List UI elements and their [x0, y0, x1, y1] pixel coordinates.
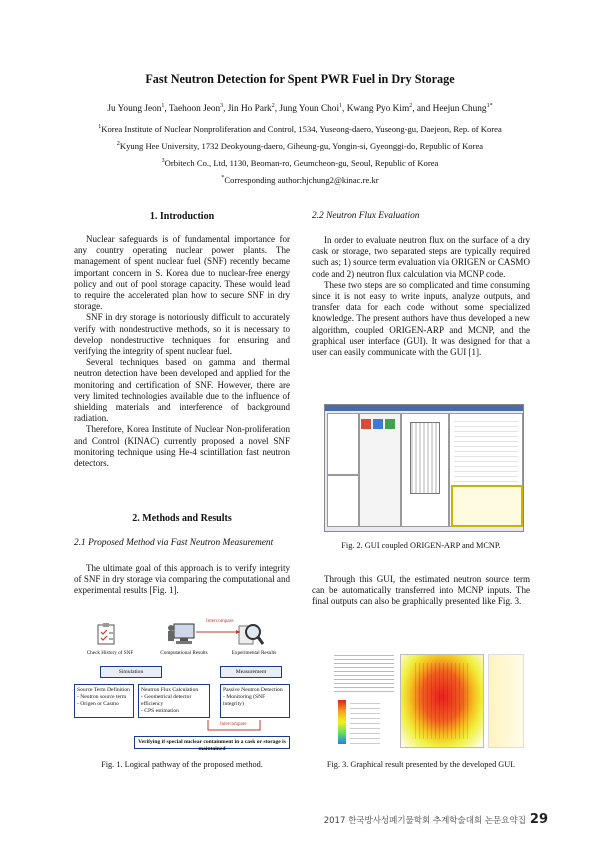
footer-text: 2017 한국방사성폐기물학회 추계학술대회 논문요약집	[323, 816, 526, 826]
clipboard-icon	[94, 622, 122, 646]
section-heading-introduction: 1. Introduction	[149, 211, 215, 222]
neutron-flux-box: Neutron Flux Calculation - Geometrical detector efficiency - CPS estimation	[138, 684, 210, 718]
panel	[327, 413, 359, 475]
figure-3-caption: Fig. 3. Graphical result presented by the developed GUI.	[326, 760, 516, 769]
figure-2-caption: Fig. 2. GUI coupled ORIGEN-ARP and MCNP.	[341, 541, 501, 550]
list-item: - Monitoring (SNF integrity)	[223, 694, 266, 707]
paragraph: Nuclear safeguards is of fundamental importance for any country operating nuclear power plants. The management of spent nuclear fuel (SNF) recently became important concern in S. Korea due to nuclear-free energy policy and out of pool storage capacity. These would lead to require the accelerated plan how to secure SNF in dry storage.	[74, 234, 290, 312]
author-list	[0, 103, 600, 114]
window-titlebar	[325, 405, 523, 411]
passive-detection-box: Passive Neutron Detection - Monitoring (SNF integrity)	[220, 684, 290, 718]
paragraph: In order to evaluate neutron flux on the surface of a dry cask or storage, two separated steps are typically required such as; 1) source term evaluation via ORIGEN or CASMO code and 2) neutron flux calculation via MCNP code.	[312, 235, 530, 279]
affiliation-1: $^1$Korea Institute of Nuclear Nonproliferation and Control, 1534, Yuseong-daero, Yuseong-gu, Daejeon, Rep. of Korea	[98, 124, 502, 134]
figure-2-gui-screenshot	[324, 404, 524, 532]
author: Kwang Pyo Kim$^2$, and	[346, 103, 433, 115]
subsection-heading-2-1: 2.1 Proposed Method via Fast Neutron Measurement	[74, 538, 274, 548]
fig1-label: Experimental Results	[231, 650, 277, 656]
source-term-box: Source Term Definition - Neutron source term - Origen or Casmo	[74, 684, 134, 718]
flux-heatmap	[400, 654, 484, 748]
colorbar	[338, 700, 346, 744]
color-swatch	[373, 419, 383, 429]
panel	[327, 475, 359, 527]
panel	[401, 413, 449, 527]
figure-1-diagram	[74, 618, 290, 753]
paragraph: Therefore, Korea Institute of Nuclear Non-proliferation and Control (KINAC) currently proposed a novel SNF monitoring technique using He-4 scintillation fast neutron detectors.	[74, 424, 290, 469]
intercompare-label: Intercompare	[206, 618, 234, 624]
paragraph-2-1: The ultimate goal of this approach is to verify integrity of SNF in dry storage via comparing the computational and experimental results [Fig. 1].	[74, 563, 290, 596]
color-swatch	[361, 419, 371, 429]
author: Jung Youn Choi$^1$,	[279, 103, 347, 115]
fuel-rods	[415, 663, 469, 739]
right-column-text	[312, 235, 530, 358]
fig1-label: Computational Results	[160, 650, 208, 656]
fig1-label: Check History of SNF	[86, 650, 134, 656]
subsection-heading-2-2: 2.2 Neutron Flux Evaluation	[312, 211, 420, 221]
measurement-header: Measurement	[220, 666, 282, 678]
paper-title: Fast Neutron Detection for Spent PWR Fuel in Dry Storage	[145, 72, 455, 86]
paragraph: SNF in dry storage is notoriously difficult to accurately verify with nondestructive methods, so it is necessary to develop nondestructive techniques for ensuring and verifying the integrity of spent nuclear fuel.	[74, 312, 290, 357]
figure-1-caption: Fig. 1. Logical pathway of the proposed method.	[101, 760, 263, 769]
author: Jin Ho Park$^2$,	[227, 103, 280, 115]
flux-edge	[488, 654, 524, 748]
page-number: 29	[529, 812, 548, 827]
paragraph: Several techniques based on gamma and thermal neutron detection have been developed and applied for the monitoring and certification of SNF. However, there are very limited technologies available due to the influence of shielding materials and interference of background radiation.	[74, 357, 290, 424]
figure-3-graphical-result	[332, 648, 526, 752]
list-item: - Neutron source term	[77, 694, 127, 700]
left-column	[74, 211, 290, 469]
affiliation-2: $^2$Kyung Hee University, 1732 Deokyoung-daero, Giheung-gu, Yongin-si, Gyeonggi-do, Republic of Korea	[116, 141, 484, 151]
author: Heejun Chung$^{1*}$	[432, 103, 493, 115]
verify-box: Verifying if special nuclear containment in a cask or storage is maintained	[134, 736, 290, 749]
paragraph-fig3-intro: Through this GUI, the estimated neutron source term can be automatically transferred into MCNP inputs. The final outputs can also be graphically presented like Fig. 3.	[312, 574, 530, 607]
section-heading-methods: 2. Methods and Results	[132, 513, 232, 524]
corresponding-author: *Corresponding author:hjchung2@kinac.re.kr	[221, 175, 379, 185]
affiliation-3: $^3$Orbitech Co., Ltd, 1130, Beoman-ro, Geumcheon-gu, Seoul, Republic of Korea	[161, 158, 439, 168]
colorbar-labels	[350, 700, 380, 744]
highlight-panel	[451, 485, 523, 527]
list-item: - Geometrical detector efficiency	[141, 694, 192, 707]
list-item: - CPS estimation	[141, 708, 179, 714]
page-footer	[324, 812, 548, 827]
intercompare-arrow-icon	[204, 718, 264, 738]
panel	[359, 413, 401, 527]
list-item: - Origen or Casmo	[77, 701, 119, 707]
color-swatch	[385, 419, 395, 429]
text-output	[334, 652, 394, 692]
simulation-header: Simulation	[100, 666, 162, 678]
author: Taehoon Jeon$^3$,	[168, 103, 228, 115]
intercompare-label: Intercompare	[220, 722, 247, 727]
author: Ju Young Jeon$^1$,	[107, 103, 169, 115]
cask-grid	[410, 422, 440, 494]
paragraph: These two steps are so complicated and time consuming since it is not easy to write inputs, analyze outputs, and transfer data for each code without some specialized knowledge. The present authors have thus developed a new algorithm, coupled ORIGEN-ARP and MCNP, and the graphical user interface (GUI). It was designed for that a user can easily communicate with the GUI [1].	[312, 279, 530, 358]
